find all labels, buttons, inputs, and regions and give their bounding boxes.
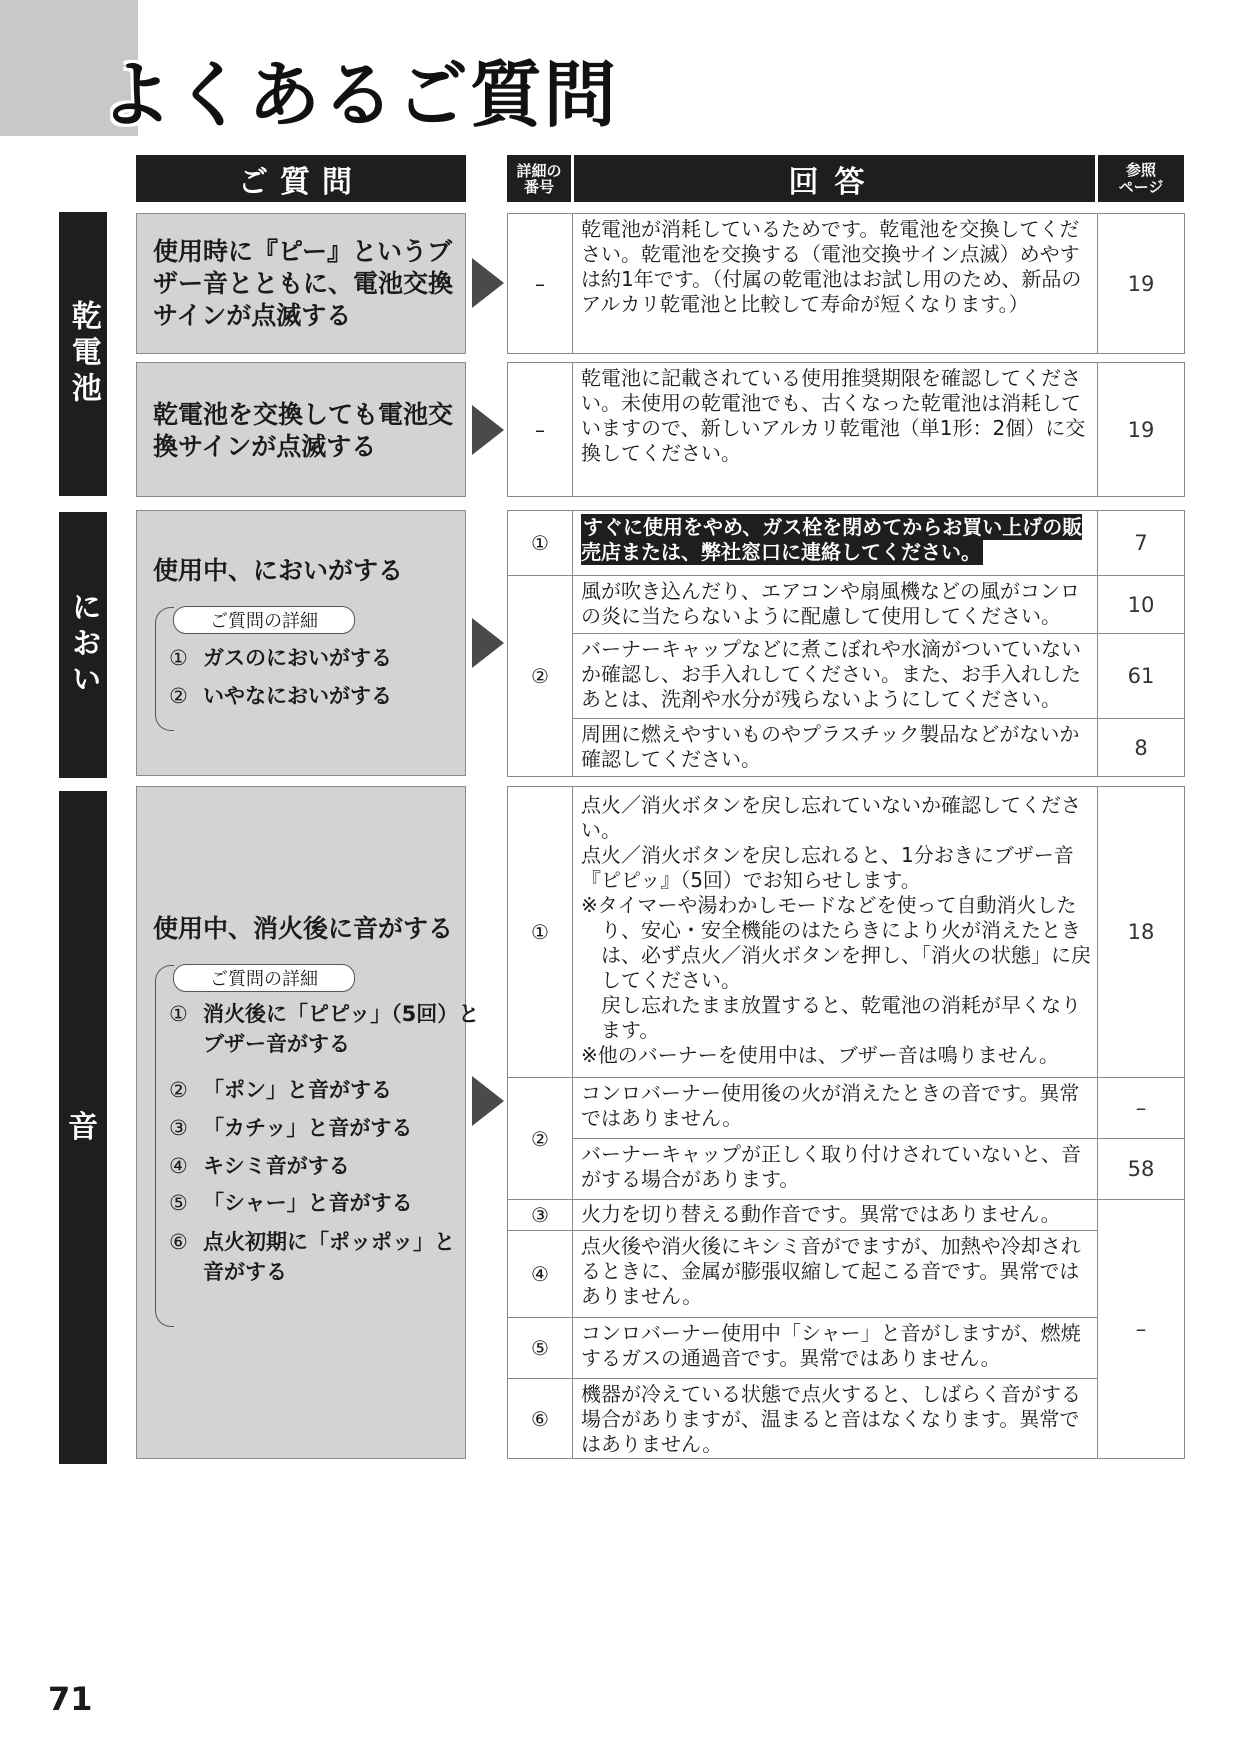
answer-note: ※タイマーや湯わかしモードなどを使って自動消火したり、安心・安全機能のはたらきにより火が消えたときは、必ず点火／消火ボタンを押し、「消火の状態」に戻してください。 bbox=[581, 893, 1091, 992]
detail-text: ガスのにおいがする bbox=[203, 646, 392, 670]
detail-number: ② bbox=[169, 684, 188, 708]
reference-page: 10 bbox=[1097, 575, 1185, 634]
answer-paragraph: 点火／消火ボタンを戻し忘れていないか確認してください。 bbox=[581, 793, 1081, 842]
detail-number: ② bbox=[169, 1078, 188, 1102]
detail-number: ⑤ bbox=[507, 1317, 573, 1379]
reference-page: 19 bbox=[1097, 362, 1185, 497]
detail-item bbox=[169, 1188, 413, 1218]
detail-number: ④ bbox=[169, 1154, 188, 1178]
question-box-battery-1 bbox=[136, 213, 466, 354]
detail-text: 音がする bbox=[203, 1260, 287, 1285]
answer-text: コンロバーナー使用中「シャー」と音がしますが、燃焼するガスの通過音です。異常ではありません。 bbox=[572, 1317, 1098, 1379]
arrow-right-icon bbox=[472, 618, 504, 668]
detail-number: ④ bbox=[507, 1230, 573, 1318]
warning-highlight: すぐに使用をやめ、ガス栓を閉めてからお買い上げの販売店または、弊社窓口に連絡してください。 bbox=[581, 515, 1083, 564]
question-box-smell bbox=[136, 510, 466, 776]
category-smell bbox=[59, 512, 107, 778]
category-battery bbox=[59, 212, 107, 496]
detail-text: ブザー音がする bbox=[203, 1032, 350, 1057]
reference-page: 61 bbox=[1097, 633, 1185, 719]
details-label: ご質問の詳細 bbox=[173, 606, 355, 634]
detail-number: ① bbox=[169, 1002, 188, 1026]
question-box-battery-2 bbox=[136, 362, 466, 497]
detail-number: ① bbox=[169, 646, 188, 670]
answer-text: コンロバーナー使用後の火が消えたときの音です。異常ではありません。 bbox=[572, 1077, 1098, 1139]
category-battery-char: 乾電池 bbox=[65, 300, 101, 408]
category-smell-char: におい bbox=[65, 591, 101, 699]
question-text: 使用中、においがする bbox=[153, 556, 404, 585]
detail-text: 「シャー」と音がする bbox=[203, 1191, 413, 1215]
answer-text: バーナーキャップなどに煮こぼれや水滴がついていないか確認し、お手入れしてください。また、お手入れしたあとは、洗剤や水分が残らないようにしてください。 bbox=[572, 633, 1098, 719]
category-sound-char: 音 bbox=[68, 1109, 98, 1145]
reference-page: 7 bbox=[1097, 510, 1185, 576]
detail-number: ⑥ bbox=[169, 1230, 188, 1254]
answer-note: ※他のバーナーを使用中は、ブザー音は鳴りません。 bbox=[581, 1043, 1059, 1067]
answer-text bbox=[572, 786, 1098, 1078]
details-label: ご質問の詳細 bbox=[173, 964, 355, 992]
header-question: ご質問 bbox=[136, 155, 466, 202]
answer-text: バーナーキャップが正しく取り付けされていないと、音がする場合があります。 bbox=[572, 1138, 1098, 1200]
detail-number: ② bbox=[507, 575, 573, 777]
detail-number: ① bbox=[507, 510, 573, 576]
page-number: 71 bbox=[48, 1680, 93, 1718]
detail-item bbox=[169, 643, 392, 673]
page-title: よくあるご質問 bbox=[100, 53, 619, 137]
detail-text: いやなにおいがする bbox=[203, 684, 392, 708]
question-text: 使用時に『ピー』というブザー音とともに、電池交換サインが点滅する bbox=[153, 237, 454, 330]
reference-page: – bbox=[1097, 1199, 1185, 1459]
detail-text: キシミ音がする bbox=[203, 1154, 350, 1178]
answer-text: 機器が冷えている状態で点火すると、しばらく音がする場合がありますが、温まると音はなくなります。異常ではありません。 bbox=[572, 1378, 1098, 1459]
detail-number: – bbox=[507, 213, 573, 354]
header-number-line1: 詳細の bbox=[516, 161, 562, 180]
arrow-right-icon bbox=[472, 405, 504, 455]
header-ref-line2: ページ bbox=[1118, 177, 1164, 196]
detail-number: ⑤ bbox=[169, 1191, 188, 1215]
detail-number: ① bbox=[507, 786, 573, 1078]
answer-text bbox=[572, 510, 1098, 576]
header-number-line2: 番号 bbox=[523, 178, 554, 196]
detail-text: 点火初期に「ポッポッ」と bbox=[203, 1230, 455, 1254]
category-sound bbox=[59, 791, 107, 1464]
arrow-right-icon bbox=[472, 1076, 504, 1126]
detail-text: 「ポン」と音がする bbox=[203, 1078, 392, 1102]
reference-page: 18 bbox=[1097, 786, 1185, 1078]
question-text: 使用中、消火後に音がする bbox=[153, 914, 454, 943]
detail-item bbox=[169, 1151, 350, 1181]
detail-number: – bbox=[507, 362, 573, 497]
answer-text: 周囲に燃えやすいものやプラスチック製品などがないか確認してください。 bbox=[572, 718, 1098, 777]
header-answer: 回答 bbox=[574, 155, 1095, 202]
arrow-right-icon bbox=[472, 258, 504, 308]
detail-number: ③ bbox=[169, 1116, 188, 1140]
reference-page: 19 bbox=[1097, 213, 1185, 354]
header-ref-line1: 参照 bbox=[1125, 161, 1156, 179]
question-box-sound bbox=[136, 786, 480, 1459]
answer-text: 乾電池に記載されている使用推奨期限を確認してください。未使用の乾電池でも、古くなった乾電池は消耗していますので、新しいアルカリ乾電池（単1形：2個）に交換してください。 bbox=[572, 362, 1098, 497]
answer-text: 火力を切り替える動作音です。異常ではありません。 bbox=[572, 1199, 1098, 1231]
reference-page: – bbox=[1097, 1077, 1185, 1139]
answer-text: 乾電池が消耗しているためです。乾電池を交換してください。乾電池を交換する（電池交換サイン点滅）めやすは約1年です。（付属の乾電池はお試し用のため、新品のアルカリ乾電池と比較して寿命が短くなります。） bbox=[572, 213, 1098, 354]
reference-page: 8 bbox=[1097, 718, 1185, 777]
answer-text: 風が吹き込んだり、エアコンや扇風機などの風がコンロの炎に当たらないように配慮して使用してください。 bbox=[572, 575, 1098, 634]
detail-number: ⑥ bbox=[507, 1378, 573, 1459]
detail-item bbox=[169, 1075, 392, 1105]
detail-item bbox=[169, 1227, 455, 1288]
header-ref bbox=[1098, 155, 1184, 202]
answer-text: 点火後や消火後にキシミ音がでますが、加熱や冷却されるときに、金属が膨張収縮して起こる音です。異常ではありません。 bbox=[572, 1230, 1098, 1318]
detail-item bbox=[169, 1113, 412, 1143]
detail-text: 「カチッ」と音がする bbox=[203, 1116, 413, 1140]
reference-page: 58 bbox=[1097, 1138, 1185, 1200]
detail-item bbox=[169, 999, 479, 1060]
detail-number: ② bbox=[507, 1077, 573, 1200]
question-text: 乾電池を交換しても電池交換サインが点滅する bbox=[153, 400, 454, 461]
answer-paragraph: 点火／消火ボタンを戻し忘れると、1分おきにブザー音『ピピッ』（5回）でお知らせします。 bbox=[581, 843, 1074, 892]
header-number bbox=[507, 155, 571, 202]
detail-item bbox=[169, 681, 392, 711]
detail-text: 消火後に「ピピッ」（5回）と bbox=[203, 1002, 480, 1026]
answer-note: 戻し忘れたまま放置すると、乾電池の消耗が早くなります。 bbox=[601, 993, 1081, 1042]
detail-number: ③ bbox=[507, 1199, 573, 1231]
